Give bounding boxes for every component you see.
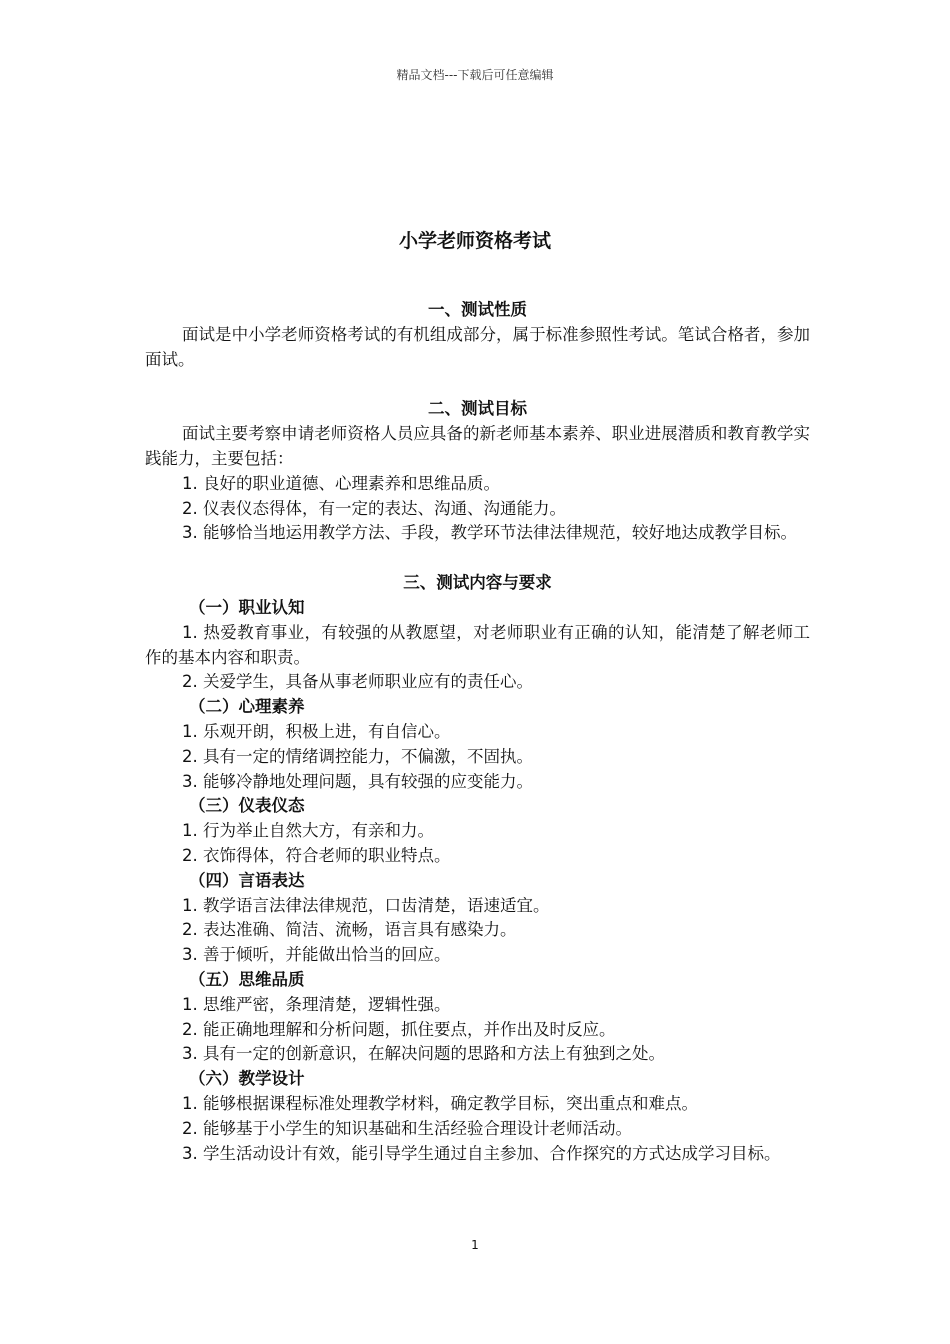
- list-item: 2. 关爱学生，具备从事老师职业应有的责任心。: [182, 672, 533, 692]
- list-item: 1. 思维严密，条理清楚，逻辑性强。: [182, 994, 451, 1014]
- section-1-paragraph: 面试是中小学老师资格考试的有机组成部分，属于标准参照性考试。笔试合格者，参加面试。: [145, 324, 810, 369]
- list-item: 1. 行为举止自然大方，有亲和力。: [182, 821, 434, 841]
- subsection-heading: （三）仪表仪态: [189, 796, 305, 816]
- subsection-heading: （四）言语表达: [189, 870, 305, 890]
- list-item: 3. 学生活动设计有效，能引导学生通过自主参加、合作探究的方式达成学习目标。: [182, 1143, 781, 1163]
- list-item: 2. 仪表仪态得体，有一定的表达、沟通、沟通能力。: [182, 498, 566, 518]
- subsection-heading: （一）职业认知: [189, 597, 305, 617]
- list-item: 2. 具有一定的情绪调控能力，不偏激，不固执。: [182, 746, 533, 766]
- list-item: 3. 能够冷静地处理问题，具有较强的应变能力。: [182, 771, 533, 791]
- list-item: 1. 能够根据课程标准处理教学材料，确定教学目标，突出重点和难点。: [182, 1093, 698, 1113]
- section-2-paragraph: 面试主要考察申请老师资格人员应具备的新老师基本素养、职业进展潜质和教育教学实践能力，主要包括：: [145, 424, 810, 468]
- subsection-heading: （五）思维品质: [189, 969, 305, 989]
- subsection-heading: （二）心理素养: [189, 697, 305, 717]
- list-item: 3. 具有一定的创新意识，在解决问题的思路和方法上有独到之处。: [182, 1044, 665, 1064]
- section-heading-3: 三、测试内容与要求: [403, 573, 552, 593]
- page-header: 精品文档---下载后可任意编辑: [396, 68, 554, 82]
- list-item: 3. 善于倾听，并能做出恰当的回应。: [182, 945, 451, 965]
- document-title: 小学老师资格考试: [398, 230, 551, 252]
- list-item: 1. 乐观开朗，积极上进，有自信心。: [182, 721, 451, 741]
- list-item: 2. 表达准确、简洁、流畅，语言具有感染力。: [182, 920, 517, 940]
- list-item: 1. 教学语言法律法律规范，口齿清楚，语速适宜。: [182, 895, 550, 915]
- section-heading-2: 二、测试目标: [428, 399, 527, 419]
- list-item: 1. 热爱教育事业，有较强的从教愿望，对老师职业有正确的认知，能清楚了解老师工作的基本内容和职责。: [145, 622, 810, 667]
- page-number: 1: [471, 1238, 479, 1252]
- list-item: 2. 能够基于小学生的知识基础和生活经验合理设计老师活动。: [182, 1118, 632, 1138]
- section-heading-1: 一、测试性质: [428, 300, 527, 319]
- list-item: 3. 能够恰当地运用教学方法、手段，教学环节法律法律规范，较好地达成教学目标。: [182, 523, 797, 543]
- subsection-heading: （六）教学设计: [189, 1069, 305, 1089]
- list-item: 1. 良好的职业道德、心理素养和思维品质。: [182, 473, 500, 493]
- document-body: [145, 298, 810, 1166]
- list-item: 2. 能正确地理解和分析问题，抓住要点，并作出及时反应。: [182, 1019, 616, 1039]
- list-item: 2. 衣饰得体，符合老师的职业特点。: [182, 845, 451, 865]
